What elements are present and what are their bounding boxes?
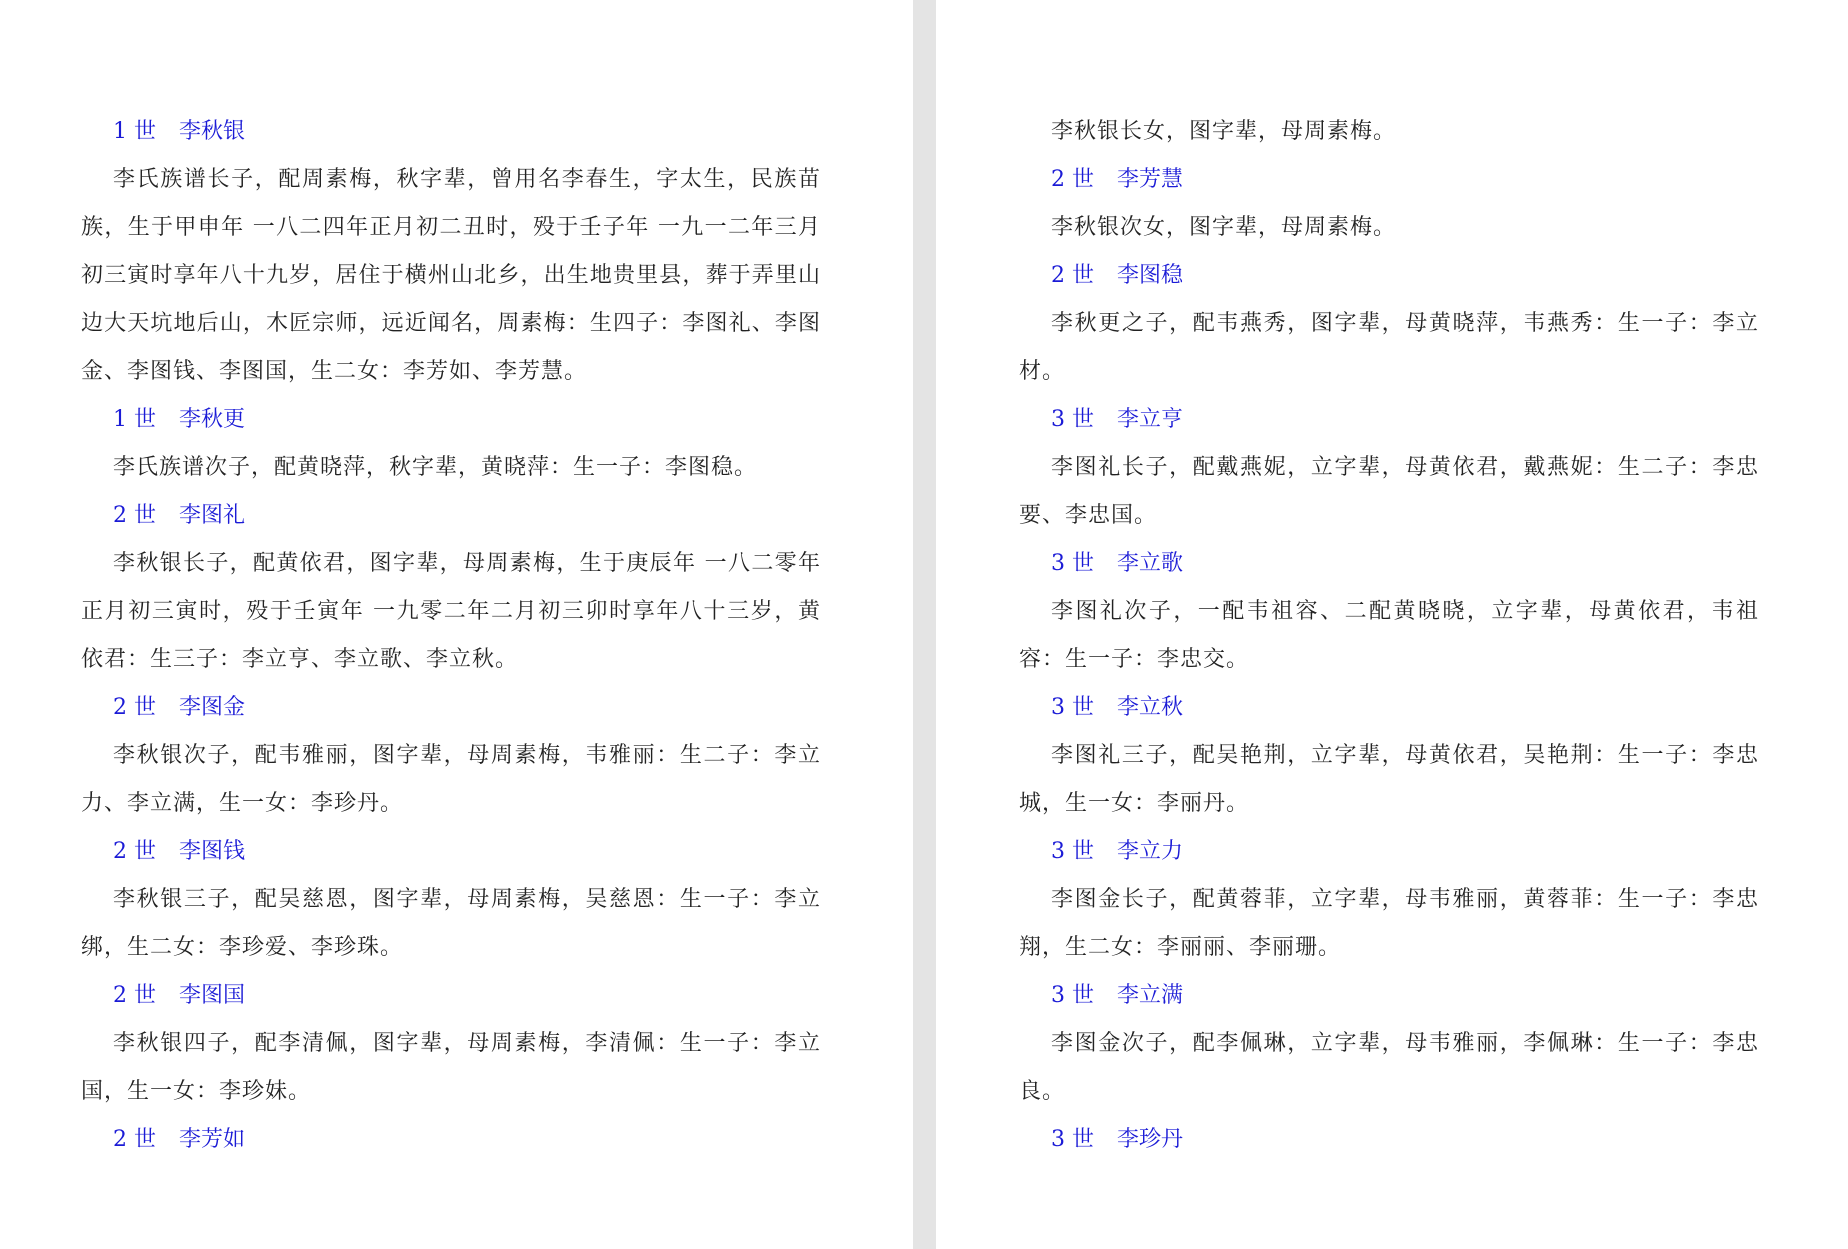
generation-label: 2 世: [113, 1127, 156, 1152]
person-name: 李芳如: [179, 1127, 246, 1152]
entry-heading: [1019, 396, 1759, 444]
entry-heading: [81, 396, 821, 444]
person-name: 李图钱: [179, 839, 246, 864]
generation-label: 3 世: [1051, 551, 1094, 576]
left-page: [0, 0, 913, 1249]
generation-label: 2 世: [113, 839, 156, 864]
genealogy-entry: [81, 492, 821, 684]
genealogy-entry: [1019, 252, 1759, 396]
entry-description: 李氏族谱次子，配黄晓萍，秋字辈，黄晓萍：生一子：李图稳。: [113, 455, 758, 480]
genealogy-entry: [81, 396, 821, 492]
entry-heading: [81, 1116, 821, 1164]
entry-description: 李秋银四子，配李清佩，图字辈，母周素梅，李清佩：生一子：李立国，生一女：李珍妹。: [81, 1031, 821, 1104]
person-name: 李立力: [1117, 839, 1184, 864]
entry-heading: [1019, 972, 1759, 1020]
generation-label: 3 世: [1051, 983, 1094, 1008]
entry-description: 李图金长子，配黄蓉菲，立字辈，母韦雅丽，黄蓉菲：生一子：李忠翔，生二女：李丽丽、李丽珊。: [1019, 887, 1759, 960]
entry-heading: [1019, 684, 1759, 732]
person-name: 李芳慧: [1117, 167, 1184, 192]
entry-heading: [1019, 1116, 1759, 1164]
generation-label: 2 世: [113, 695, 156, 720]
generation-label: 2 世: [113, 983, 156, 1008]
entry-heading: [1019, 156, 1759, 204]
entry-description: 李秋银次女，图字辈，母周素梅。: [1051, 215, 1397, 240]
entry-heading: [81, 108, 821, 156]
person-name: 李图稳: [1117, 263, 1184, 288]
entry-description: 李图礼长子，配戴燕妮，立字辈，母黄依君，戴燕妮：生二子：李忠要、李忠国。: [1019, 455, 1759, 528]
right-page: [936, 0, 1848, 1249]
entry-description: 李秋银三子，配吴慈恩，图字辈，母周素梅，吴慈恩：生一子：李立绑，生二女：李珍爱、李珍珠。: [81, 887, 821, 960]
entry-heading: [1019, 252, 1759, 300]
entry-description: 李图金次子，配李佩琳，立字辈，母韦雅丽，李佩琳：生一子：李忠良。: [1019, 1031, 1759, 1104]
genealogy-entry: [81, 108, 821, 396]
person-name: 李图礼: [179, 503, 246, 528]
generation-label: 2 世: [113, 503, 156, 528]
entry-heading: [81, 828, 821, 876]
entry-description: 李秋更之子，配韦燕秀，图字辈，母黄晓萍，韦燕秀：生一子：李立材。: [1019, 311, 1759, 384]
person-name: 李秋更: [179, 407, 246, 432]
left-entry-list: [81, 108, 821, 1164]
person-name: 李图金: [179, 695, 246, 720]
entry-description: 李秋银长女，图字辈，母周素梅。: [1051, 119, 1397, 144]
genealogy-entry: [1019, 540, 1759, 684]
genealogy-entry: [1019, 156, 1759, 252]
entry-heading: [1019, 540, 1759, 588]
entry-description: 李秋银次子，配韦雅丽，图字辈，母周素梅，韦雅丽：生二子：李立力、李立满，生一女：李珍丹。: [81, 743, 821, 816]
person-name: 李立满: [1117, 983, 1184, 1008]
person-name: 李立歌: [1117, 551, 1184, 576]
person-name: 李珍丹: [1117, 1127, 1184, 1152]
genealogy-entry: [81, 1116, 821, 1164]
generation-label: 3 世: [1051, 1127, 1094, 1152]
entry-description: 李图礼三子，配吴艳荆，立字辈，母黄依君，吴艳荆：生一子：李忠城，生一女：李丽丹。: [1019, 743, 1759, 816]
genealogy-entry: [1019, 684, 1759, 828]
entry-heading: [1019, 828, 1759, 876]
generation-label: 2 世: [1051, 263, 1094, 288]
genealogy-entry: [81, 828, 821, 972]
genealogy-entry: [1019, 828, 1759, 972]
page-gap: [913, 0, 936, 1249]
genealogy-entry: [1019, 108, 1759, 156]
generation-label: 2 世: [1051, 167, 1094, 192]
generation-label: 3 世: [1051, 839, 1094, 864]
genealogy-entry: [81, 972, 821, 1116]
person-name: 李立秋: [1117, 695, 1184, 720]
entry-heading: [81, 972, 821, 1020]
entry-description: 李图礼次子，一配韦祖容、二配黄晓晓，立字辈，母黄依君，韦祖容：生一子：李忠交。: [1019, 599, 1759, 672]
genealogy-entry: [1019, 396, 1759, 540]
entry-description: 李秋银长子，配黄依君，图字辈，母周素梅，生于庚辰年 一八二零年正月初三寅时，殁于壬寅年 一九零二年二月初三卯时享年八十三岁，黄依君：生三子：李立亨、李立歌、李立秋。: [81, 551, 821, 672]
genealogy-entry: [1019, 1116, 1759, 1164]
right-entry-list: [1019, 108, 1759, 1164]
generation-label: 1 世: [113, 407, 156, 432]
person-name: 李秋银: [179, 119, 246, 144]
person-name: 李立亨: [1117, 407, 1184, 432]
genealogy-entry: [81, 684, 821, 828]
entry-heading: [81, 684, 821, 732]
entry-description: 李氏族谱长子，配周素梅，秋字辈，曾用名李春生，字太生，民族苗族，生于甲申年 一八二四年正月初二丑时，殁于壬子年 一九一二年三月初三寅时享年八十九岁，居住于横州山北乡，出生地贵里县，葬于弄里山边大天坑地后山，木匠宗师，远近闻名，周素梅：生四子：李图礼、李图金、李图钱、李图国，生二女：李芳如、李芳慧。: [81, 167, 821, 384]
entry-heading: [81, 492, 821, 540]
generation-label: 1 世: [113, 119, 156, 144]
generation-label: 3 世: [1051, 695, 1094, 720]
genealogy-entry: [1019, 972, 1759, 1116]
person-name: 李图国: [179, 983, 246, 1008]
generation-label: 3 世: [1051, 407, 1094, 432]
